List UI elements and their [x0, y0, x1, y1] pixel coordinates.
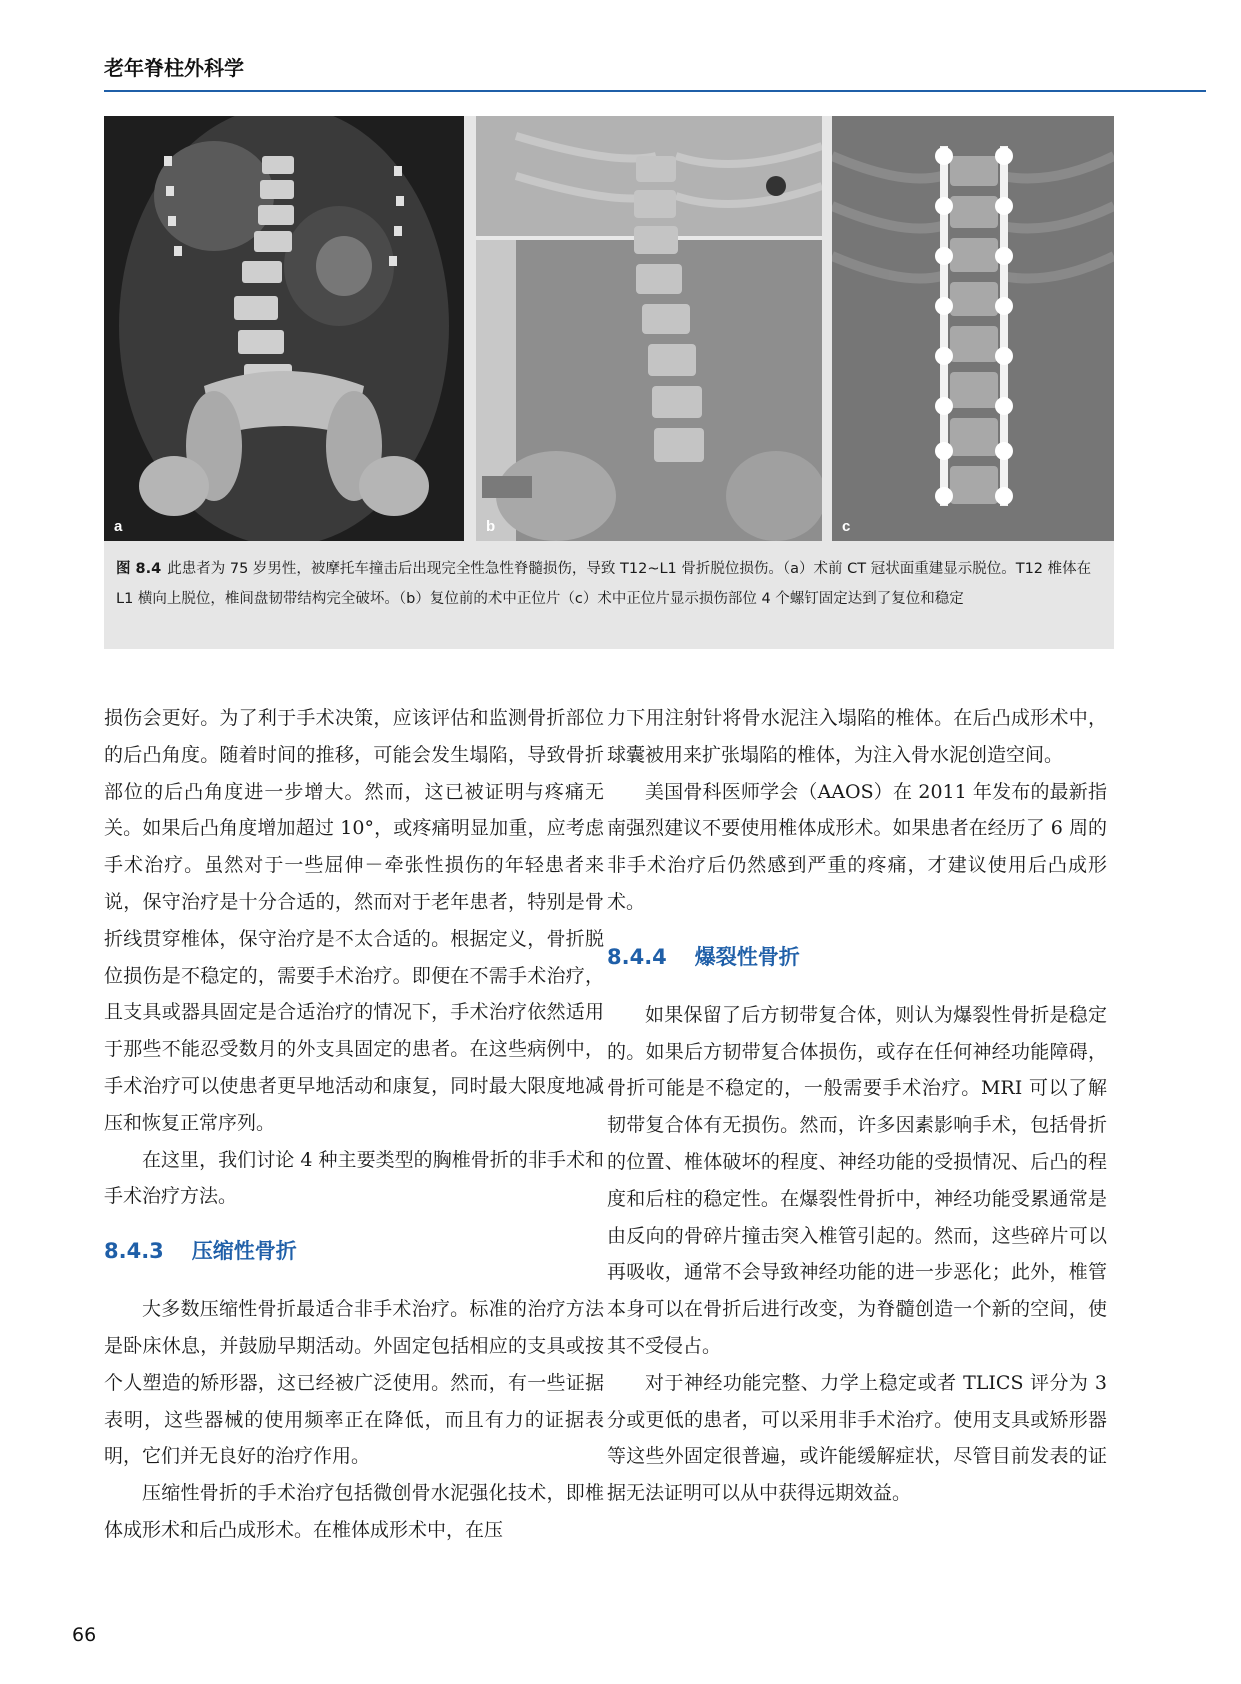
right-paragraph-1: 力下用注射针将骨水泥注入塌陷的椎体。在后凸成形术中，球囊被用来扩张塌陷的椎体，为注入骨水泥创造空间。 — [607, 707, 1107, 766]
panel-letter-a: a — [114, 518, 123, 535]
right-paragraph-4: 对于神经功能完整、力学上稳定或者 TLICS 评分为 3 分或更低的患者，可以采用非手术治疗。使用支具或矫形器等这些外固定很普遍，或许能缓解症状，尽管目前发表的证据无法证明可以从中获得远期效益。 — [607, 1371, 1107, 1505]
left-paragraph-4: 压缩性骨折的手术治疗包括微创骨水泥强化技术，即椎体成形术和后凸成形术。在椎体成形术中，在压 — [104, 1482, 604, 1541]
xray-before-reduction-image — [476, 116, 822, 541]
section-heading-8-4-4 — [607, 939, 1107, 975]
figure-panel-c — [832, 116, 1114, 541]
right-column — [607, 700, 1107, 1512]
section-title: 爆裂性骨折 — [694, 944, 800, 969]
page-number: 66 — [72, 1624, 97, 1646]
figure-8-4 — [104, 116, 1114, 649]
ct-coronal-image — [104, 116, 464, 541]
panel-letter-b: b — [486, 518, 496, 535]
left-column — [104, 700, 604, 1549]
figure-caption — [116, 554, 1100, 614]
header-rule — [104, 90, 1206, 92]
section-heading-8-4-3 — [104, 1233, 604, 1269]
left-paragraph-1: 损伤会更好。为了利于手术决策，应该评估和监测骨折部位的后凸角度。随着时间的推移，可能会发生塌陷，导致骨折部位的后凸角度进一步增大。然而，这已被证明与疼痛无关。如果后凸角度增加超过 10°，或疼痛明显加重，应考虑手术治疗。虽然对于一些屈伸－牵张性损伤的年轻患者来说，保守治疗是十分合适的，然而对于老年患者，特别是骨折线贯穿椎体，保守治疗是不太合适的。根据定义，骨折脱位损伤是不稳定的，需要手术治疗。即便在不需手术治疗，且支具或器具固定是合适治疗的情况下，手术治疗依然适用于那些不能忍受数月的外支具固定的患者。在这些病例中，手术治疗可以使患者更早地活动和康复，同时最大限度地减压和恢复正常序列。 — [104, 707, 604, 1134]
section-title: 压缩性骨折 — [191, 1239, 297, 1264]
panel-letter-c: c — [842, 518, 851, 535]
left-paragraph-3: 大多数压缩性骨折最适合非手术治疗。标准的治疗方法是卧床休息，并鼓励早期活动。外固定包括相应的支具或按个人塑造的矫形器，这已经被广泛使用。然而，有一些证据表明，这些器械的使用频率正在降低，而且有力的证据表明，它们并无良好的治疗作用。 — [104, 1298, 604, 1468]
right-paragraph-2: 美国骨科医师学会（AAOS）在 2011 年发布的最新指南强烈建议不要使用椎体成形术。如果患者在经历了 6 周的非手术治疗后仍然感到严重的疼痛，才建议使用后凸成形术。 — [607, 780, 1107, 913]
xray-fixation-image — [832, 116, 1114, 541]
right-paragraph-3: 如果保留了后方韧带复合体，则认为爆裂性骨折是稳定的。如果后方韧带复合体损伤，或存在任何神经功能障碍，骨折可能是不稳定的，一般需要手术治疗。MRI 可以了解韧带复合体有无损伤。然而，许多因素影响手术，包括骨折的位置、椎体破坏的程度、神经功能的受损情况、后凸的程度和后柱的稳定性。在爆裂性骨折中，神经功能受累通常是由反向的骨碎片撞击突入椎管引起的。然而，这些碎片可以再吸收，通常不会导致神经功能的进一步恶化；此外，椎管本身可以在骨折后进行改变，为脊髓创造一个新的空间，使其不受侵占。 — [607, 1003, 1107, 1357]
section-number: 8.4.4 — [607, 944, 667, 969]
figure-caption-text: 此患者为 75 岁男性，被摩托车撞击后出现完全性急性脊髓损伤，导致 T12~L1 骨折脱位损伤。（a）术前 CT 冠状面重建显示脱位。T12 椎体在 L1 横向上脱位，椎间盘韧带结构完全破坏。（b）复位前的术中正位片（c）术中正位片显示损伤部位 4 个螺钉固定达到了复位和稳定 — [116, 561, 1092, 607]
section-number: 8.4.3 — [104, 1239, 164, 1264]
figure-panel-a — [104, 116, 464, 541]
figure-panel-b — [476, 116, 822, 541]
left-paragraph-2: 在这里，我们讨论 4 种主要类型的胸椎骨折的非手术和手术治疗方法。 — [104, 1148, 604, 1208]
running-head: 老年脊柱外科学 — [104, 56, 244, 80]
figure-caption-label: 图 8.4 — [116, 561, 162, 577]
